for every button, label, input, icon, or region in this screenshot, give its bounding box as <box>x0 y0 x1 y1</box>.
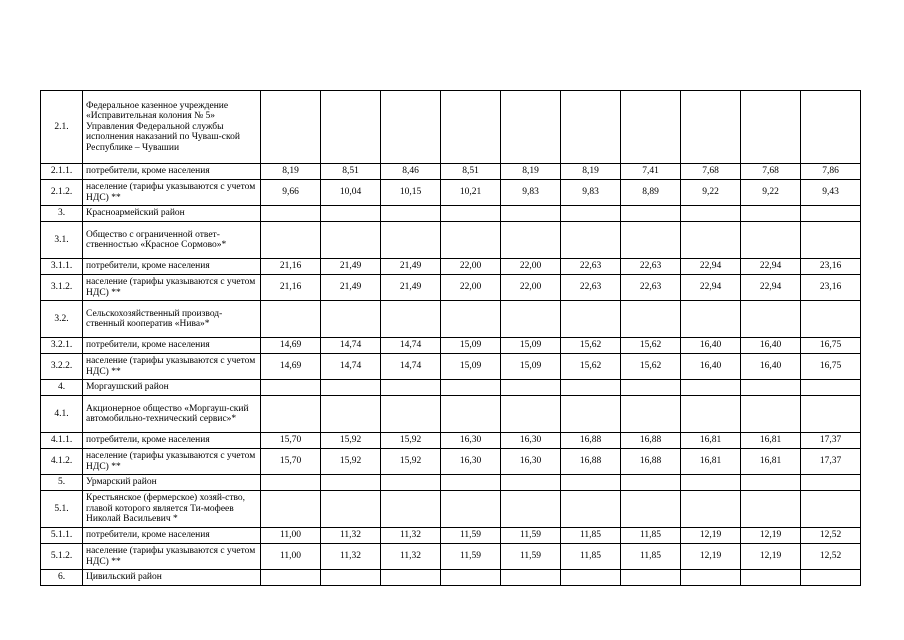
tariff-value-cell: 22,00 <box>501 275 561 301</box>
tariff-value-cell: 22,63 <box>621 275 681 301</box>
tariff-value-cell <box>321 491 381 528</box>
tariff-value-cell <box>741 91 801 164</box>
tariff-value-cell <box>261 301 321 338</box>
tariff-value-cell <box>261 91 321 164</box>
tariff-value-cell <box>801 491 861 528</box>
table-row <box>41 354 861 380</box>
table-row <box>41 449 861 475</box>
tariff-value-cell: 11,85 <box>561 528 621 544</box>
tariff-value-cell: 11,32 <box>321 528 381 544</box>
tariff-value-cell <box>621 491 681 528</box>
tariff-value-cell: 22,63 <box>561 275 621 301</box>
tariff-value-cell: 9,83 <box>501 180 561 206</box>
row-number-cell: 2.1. <box>41 91 83 164</box>
tariff-value-cell <box>621 301 681 338</box>
table-row <box>41 528 861 544</box>
tariff-value-cell <box>261 491 321 528</box>
tariff-value-cell: 14,74 <box>381 338 441 354</box>
tariff-value-cell: 15,09 <box>441 338 501 354</box>
tariff-value-cell <box>321 206 381 222</box>
tariff-value-cell <box>261 396 321 433</box>
tariff-value-cell: 22,00 <box>441 275 501 301</box>
tariff-value-cell: 8,89 <box>621 180 681 206</box>
tariff-value-cell <box>441 222 501 259</box>
tariff-value-cell: 22,00 <box>441 259 501 275</box>
tariff-value-cell: 17,37 <box>801 433 861 449</box>
tariff-value-cell <box>381 222 441 259</box>
tariff-value-cell <box>441 491 501 528</box>
tariff-value-cell <box>261 222 321 259</box>
tariff-value-cell: 8,51 <box>321 164 381 180</box>
tariff-value-cell: 15,62 <box>621 354 681 380</box>
tariff-value-cell <box>741 380 801 396</box>
tariff-value-cell <box>381 380 441 396</box>
row-label-cell: население (тарифы указываются с учетом НДС) ** <box>83 275 261 301</box>
tariff-value-cell <box>681 475 741 491</box>
row-label-cell: Общество с ограниченной ответ-ственностью «Красное Сормово»* <box>83 222 261 259</box>
tariff-value-cell <box>561 206 621 222</box>
tariff-value-cell: 11,59 <box>441 544 501 570</box>
row-label-cell: потребители, кроме населения <box>83 259 261 275</box>
tariff-value-cell: 22,94 <box>741 275 801 301</box>
tariff-value-cell <box>741 491 801 528</box>
row-number-cell: 6. <box>41 570 83 586</box>
row-number-cell: 2.1.1. <box>41 164 83 180</box>
row-number-cell: 4. <box>41 380 83 396</box>
tariff-value-cell: 16,81 <box>741 433 801 449</box>
tariff-value-cell: 16,30 <box>441 449 501 475</box>
tariff-value-cell: 9,66 <box>261 180 321 206</box>
table-row <box>41 180 861 206</box>
tariff-value-cell: 15,09 <box>501 354 561 380</box>
table-body <box>41 91 861 586</box>
row-label-cell: Цивильский район <box>83 570 261 586</box>
tariff-value-cell: 10,21 <box>441 180 501 206</box>
tariff-value-cell: 12,52 <box>801 544 861 570</box>
table-row <box>41 570 861 586</box>
tariff-value-cell <box>501 91 561 164</box>
tariff-value-cell: 12,19 <box>681 528 741 544</box>
tariff-value-cell <box>681 380 741 396</box>
row-number-cell: 5. <box>41 475 83 491</box>
table-row <box>41 433 861 449</box>
tariff-value-cell <box>561 491 621 528</box>
table-row <box>41 222 861 259</box>
row-label-cell: Урмарский район <box>83 475 261 491</box>
tariff-value-cell: 10,04 <box>321 180 381 206</box>
tariff-value-cell <box>381 206 441 222</box>
tariff-value-cell <box>381 475 441 491</box>
tariff-value-cell <box>741 396 801 433</box>
tariff-value-cell: 14,69 <box>261 338 321 354</box>
tariff-value-cell: 11,59 <box>441 528 501 544</box>
tariff-value-cell: 7,68 <box>741 164 801 180</box>
tariff-value-cell: 11,32 <box>381 528 441 544</box>
tariff-value-cell <box>381 301 441 338</box>
table-row <box>41 338 861 354</box>
tariff-value-cell <box>501 475 561 491</box>
tariff-value-cell <box>801 206 861 222</box>
tariff-value-cell: 22,63 <box>561 259 621 275</box>
tariff-value-cell <box>801 380 861 396</box>
tariff-value-cell: 11,85 <box>621 544 681 570</box>
tariff-value-cell: 21,49 <box>321 259 381 275</box>
tariff-value-cell: 14,74 <box>381 354 441 380</box>
row-number-cell: 3.1. <box>41 222 83 259</box>
tariff-value-cell <box>561 570 621 586</box>
tariff-value-cell: 15,62 <box>561 354 621 380</box>
tariff-value-cell: 7,41 <box>621 164 681 180</box>
tariff-value-cell <box>741 222 801 259</box>
tariff-value-cell <box>381 570 441 586</box>
tariff-value-cell: 14,69 <box>261 354 321 380</box>
row-number-cell: 4.1. <box>41 396 83 433</box>
tariff-value-cell <box>561 380 621 396</box>
tariff-value-cell <box>501 301 561 338</box>
tariff-value-cell: 23,16 <box>801 259 861 275</box>
tariff-value-cell: 16,40 <box>681 354 741 380</box>
tariff-value-cell: 11,32 <box>381 544 441 570</box>
tariff-value-cell: 14,74 <box>321 338 381 354</box>
row-number-cell: 3.2.2. <box>41 354 83 380</box>
row-number-cell: 4.1.1. <box>41 433 83 449</box>
row-label-cell: потребители, кроме населения <box>83 433 261 449</box>
tariff-value-cell: 12,19 <box>741 528 801 544</box>
tariff-value-cell: 16,81 <box>681 449 741 475</box>
row-label-cell: Акционерное общество «Моргауш-ский автомобильно-технический сервис»* <box>83 396 261 433</box>
row-number-cell: 3.1.1. <box>41 259 83 275</box>
tariff-value-cell <box>321 91 381 164</box>
tariff-value-cell <box>261 380 321 396</box>
tariff-value-cell: 15,09 <box>441 354 501 380</box>
tariff-value-cell <box>681 301 741 338</box>
tariff-value-cell <box>561 91 621 164</box>
tariff-value-cell <box>801 222 861 259</box>
tariff-value-cell: 15,92 <box>381 433 441 449</box>
tariff-value-cell <box>741 206 801 222</box>
tariff-value-cell: 15,09 <box>501 338 561 354</box>
tariff-value-cell <box>261 206 321 222</box>
tariff-value-cell: 8,19 <box>261 164 321 180</box>
tariff-value-cell <box>561 475 621 491</box>
tariff-value-cell <box>801 91 861 164</box>
row-label-cell: население (тарифы указываются с учетом НДС) ** <box>83 449 261 475</box>
tariff-value-cell: 12,52 <box>801 528 861 544</box>
tariff-value-cell <box>321 396 381 433</box>
tariff-value-cell <box>741 475 801 491</box>
tariff-value-cell <box>741 301 801 338</box>
tariff-value-cell: 9,22 <box>741 180 801 206</box>
tariff-value-cell: 9,43 <box>801 180 861 206</box>
table-row <box>41 396 861 433</box>
tariff-value-cell: 11,59 <box>501 528 561 544</box>
tariff-value-cell: 21,16 <box>261 259 321 275</box>
row-label-cell: Крестьянское (фермерское) хозяй-ство, главой которого является Ти-мофеев Николай Васильевич * <box>83 491 261 528</box>
tariff-value-cell: 22,63 <box>621 259 681 275</box>
row-number-cell: 5.1.2. <box>41 544 83 570</box>
tariff-value-cell: 21,49 <box>381 259 441 275</box>
tariff-value-cell: 9,22 <box>681 180 741 206</box>
tariff-value-cell <box>621 91 681 164</box>
tariff-value-cell <box>561 301 621 338</box>
tariff-value-cell: 15,62 <box>561 338 621 354</box>
tariff-value-cell <box>321 570 381 586</box>
tariff-value-cell: 11,32 <box>321 544 381 570</box>
tariff-value-cell <box>441 301 501 338</box>
tariff-value-cell <box>321 475 381 491</box>
tariff-value-cell: 15,92 <box>321 433 381 449</box>
tariff-value-cell <box>741 570 801 586</box>
table-row <box>41 491 861 528</box>
tariff-value-cell: 16,40 <box>741 338 801 354</box>
table-row <box>41 380 861 396</box>
row-label-cell: население (тарифы указываются с учетом НДС) ** <box>83 544 261 570</box>
table-row <box>41 301 861 338</box>
table-row <box>41 91 861 164</box>
tariff-value-cell: 11,59 <box>501 544 561 570</box>
tariff-value-cell: 21,49 <box>381 275 441 301</box>
tariff-value-cell: 16,30 <box>501 449 561 475</box>
tariff-value-cell <box>441 396 501 433</box>
row-label-cell: Красноармейский район <box>83 206 261 222</box>
tariff-value-cell: 16,75 <box>801 354 861 380</box>
row-label-cell: Сельскохозяйственный производ-ственный кооператив «Нива»* <box>83 301 261 338</box>
tariff-value-cell <box>501 222 561 259</box>
tariff-value-cell <box>561 222 621 259</box>
tariff-value-cell <box>381 396 441 433</box>
tariff-value-cell <box>681 491 741 528</box>
table-row <box>41 275 861 301</box>
tariff-value-cell: 15,70 <box>261 449 321 475</box>
tariff-value-cell: 22,94 <box>681 275 741 301</box>
tariff-value-cell: 8,51 <box>441 164 501 180</box>
tariff-value-cell: 22,00 <box>501 259 561 275</box>
tariff-value-cell <box>441 570 501 586</box>
tariff-value-cell <box>801 475 861 491</box>
tariff-value-cell: 16,81 <box>681 433 741 449</box>
row-label-cell: потребители, кроме населения <box>83 164 261 180</box>
tariff-value-cell <box>801 301 861 338</box>
tariff-value-cell <box>321 380 381 396</box>
row-number-cell: 5.1. <box>41 491 83 528</box>
tariff-value-cell: 16,88 <box>561 449 621 475</box>
tariff-value-cell: 21,49 <box>321 275 381 301</box>
tariff-value-cell: 16,88 <box>621 433 681 449</box>
tariff-value-cell <box>681 570 741 586</box>
tariff-value-cell: 15,92 <box>321 449 381 475</box>
tariff-value-cell <box>321 301 381 338</box>
tariff-value-cell: 16,30 <box>441 433 501 449</box>
tariff-value-cell: 14,74 <box>321 354 381 380</box>
table-row <box>41 206 861 222</box>
tariff-value-cell: 23,16 <box>801 275 861 301</box>
tariff-value-cell: 15,70 <box>261 433 321 449</box>
tariff-value-cell <box>261 570 321 586</box>
tariff-value-cell <box>321 222 381 259</box>
tariff-value-cell: 12,19 <box>681 544 741 570</box>
tariff-value-cell <box>501 491 561 528</box>
tariff-value-cell <box>501 206 561 222</box>
row-number-cell: 3.1.2. <box>41 275 83 301</box>
tariff-value-cell <box>381 491 441 528</box>
tariff-value-cell: 16,88 <box>561 433 621 449</box>
tariff-table <box>40 90 861 586</box>
tariff-value-cell <box>561 396 621 433</box>
tariff-value-cell: 15,62 <box>621 338 681 354</box>
tariff-value-cell <box>381 91 441 164</box>
tariff-value-cell <box>441 206 501 222</box>
tariff-value-cell: 16,30 <box>501 433 561 449</box>
tariff-value-cell <box>801 396 861 433</box>
row-number-cell: 5.1.1. <box>41 528 83 544</box>
table-row <box>41 259 861 275</box>
tariff-value-cell <box>621 570 681 586</box>
tariff-value-cell <box>441 380 501 396</box>
tariff-value-cell: 10,15 <box>381 180 441 206</box>
tariff-value-cell: 17,37 <box>801 449 861 475</box>
row-label-cell: потребители, кроме населения <box>83 528 261 544</box>
row-number-cell: 3.2. <box>41 301 83 338</box>
tariff-value-cell: 7,86 <box>801 164 861 180</box>
tariff-value-cell <box>621 222 681 259</box>
tariff-value-cell <box>621 380 681 396</box>
row-label-cell: потребители, кроме населения <box>83 338 261 354</box>
tariff-value-cell <box>501 380 561 396</box>
row-number-cell: 3. <box>41 206 83 222</box>
tariff-value-cell: 8,46 <box>381 164 441 180</box>
tariff-value-cell: 16,40 <box>681 338 741 354</box>
tariff-value-cell <box>501 396 561 433</box>
tariff-value-cell: 16,81 <box>741 449 801 475</box>
tariff-value-cell <box>681 206 741 222</box>
tariff-value-cell: 11,85 <box>561 544 621 570</box>
tariff-value-cell <box>681 222 741 259</box>
row-label-cell: население (тарифы указываются с учетом НДС) ** <box>83 180 261 206</box>
tariff-value-cell: 22,94 <box>681 259 741 275</box>
tariff-value-cell <box>441 475 501 491</box>
table-row <box>41 475 861 491</box>
tariff-value-cell: 15,92 <box>381 449 441 475</box>
tariff-value-cell: 7,68 <box>681 164 741 180</box>
tariff-value-cell: 8,19 <box>561 164 621 180</box>
tariff-value-cell <box>501 570 561 586</box>
tariff-value-cell: 12,19 <box>741 544 801 570</box>
tariff-value-cell <box>801 570 861 586</box>
tariff-value-cell: 21,16 <box>261 275 321 301</box>
tariff-value-cell: 16,75 <box>801 338 861 354</box>
tariff-value-cell <box>261 475 321 491</box>
tariff-value-cell: 11,00 <box>261 528 321 544</box>
row-label-cell: Моргаушский район <box>83 380 261 396</box>
tariff-value-cell: 16,40 <box>741 354 801 380</box>
row-label-cell: Федеральное казенное учреждение «Исправительная колония № 5» Управления Федеральной службы исполнения наказаний по Чуваш-ской Республике – Чувашии <box>83 91 261 164</box>
tariff-value-cell <box>681 91 741 164</box>
table-row <box>41 164 861 180</box>
row-number-cell: 2.1.2. <box>41 180 83 206</box>
row-label-cell: население (тарифы указываются с учетом НДС) ** <box>83 354 261 380</box>
tariff-value-cell: 16,88 <box>621 449 681 475</box>
tariff-value-cell <box>621 206 681 222</box>
row-number-cell: 4.1.2. <box>41 449 83 475</box>
table-row <box>41 544 861 570</box>
tariff-value-cell <box>621 396 681 433</box>
tariff-value-cell <box>681 396 741 433</box>
tariff-value-cell: 22,94 <box>741 259 801 275</box>
tariff-value-cell: 8,19 <box>501 164 561 180</box>
tariff-value-cell <box>441 91 501 164</box>
tariff-value-cell: 11,00 <box>261 544 321 570</box>
row-number-cell: 3.2.1. <box>41 338 83 354</box>
tariff-value-cell: 11,85 <box>621 528 681 544</box>
tariff-value-cell: 9,83 <box>561 180 621 206</box>
tariff-value-cell <box>621 475 681 491</box>
